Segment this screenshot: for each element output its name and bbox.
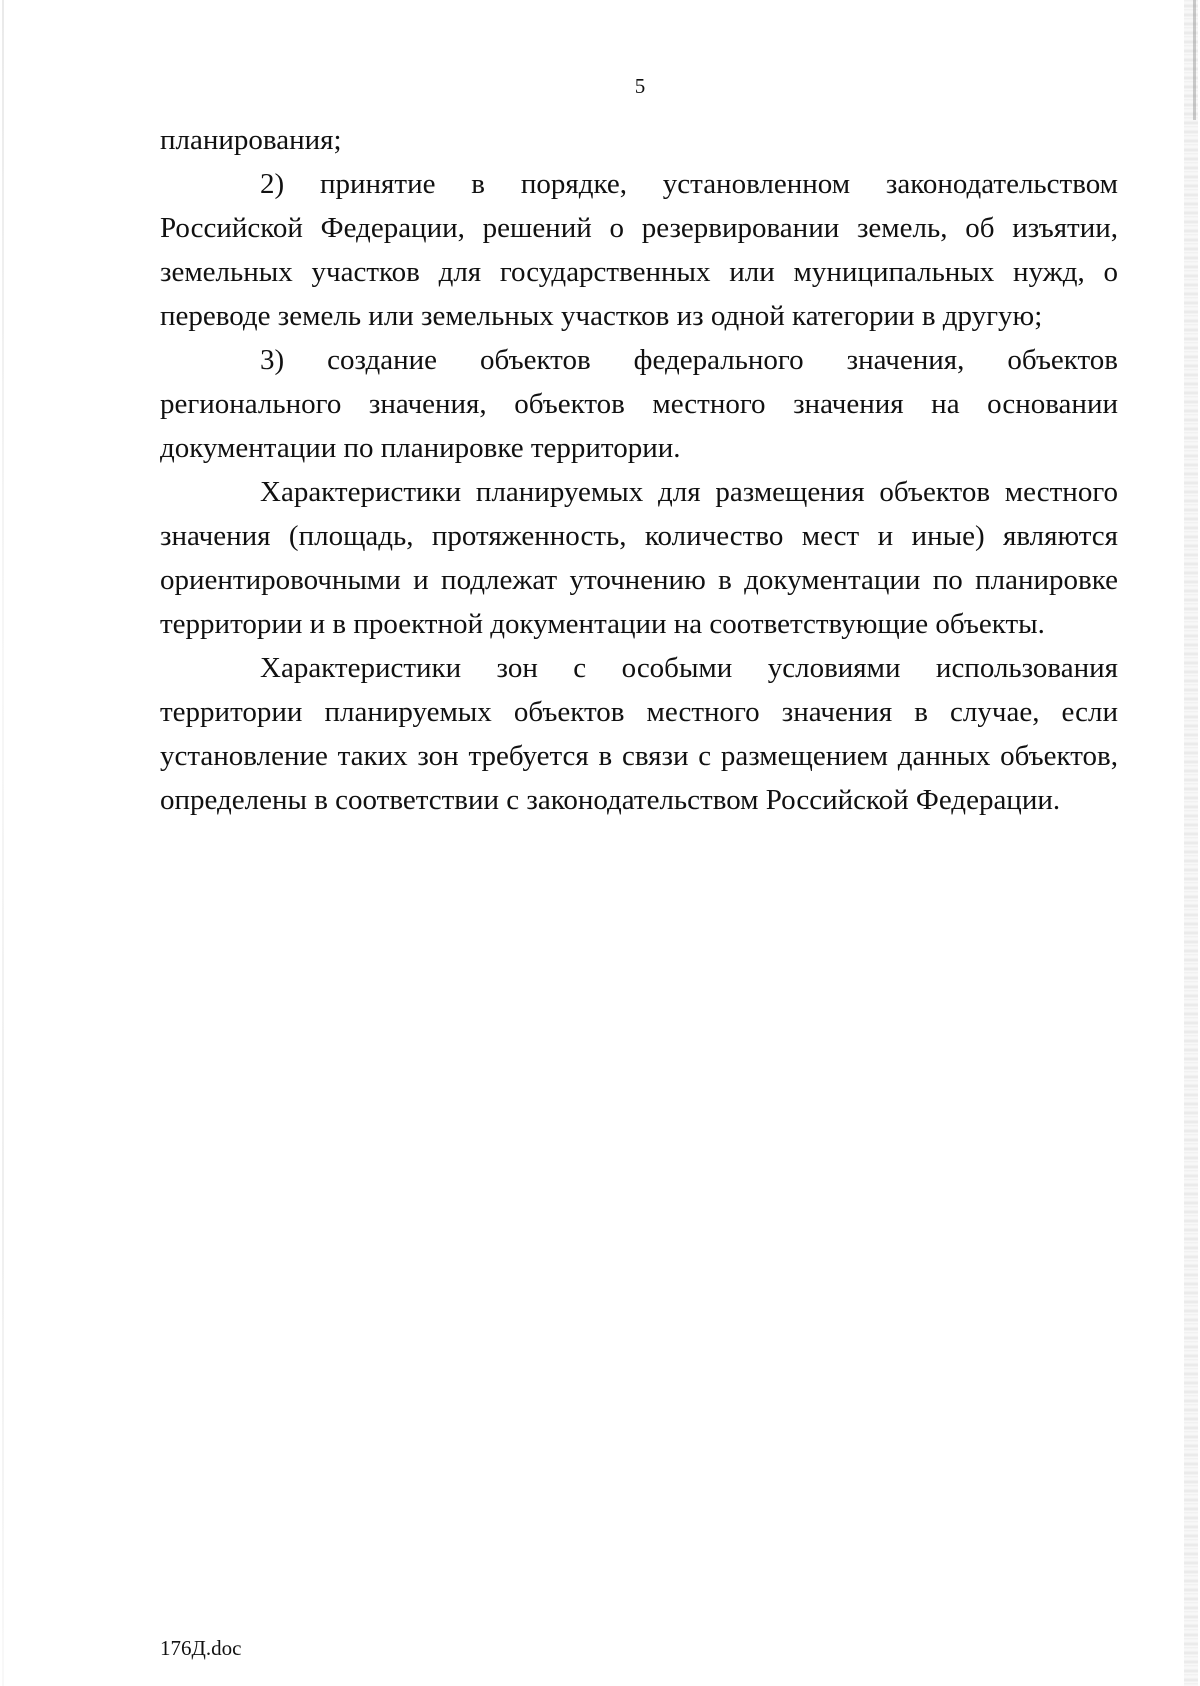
paragraph-continuation: планирования; [160, 124, 342, 156]
paragraph-characteristics-zones: Характеристики зон с особыми условиями использования территории планируемых объектов местного значения в случае, если установление таких зон требуется в связи с размещением данных объектов, определены в соответствии с законодательством Российской Федерации. [160, 652, 1118, 816]
page-number: 5 [634, 74, 646, 98]
list-item-2: 2) принятие в порядке, установленном законодательством Российской Федерации, решений о резервировании земель, об изъятии, земельных участков для государственных или муниципальных нужд, о переводе земель или земельных участков из одной категории в другую; [160, 168, 1118, 332]
list-item-3: 3) создание объектов федерального значения, объектов регионального значения, объектов местного значения на основании документации по планировке территории. [160, 344, 1118, 464]
footer-filename: 176Д.doc [160, 1636, 242, 1660]
scan-edge-right-mark [1193, 0, 1196, 120]
document-body [160, 118, 1118, 822]
paragraph-characteristics-objects: Характеристики планируемых для размещения объектов местного значения (площадь, протяженность, количество мест и иные) являются ориентировочными и подлежат уточнению в документации по планировке территории и в проектной документации на соответствующие объекты. [160, 476, 1118, 640]
scan-edge-left [2, 0, 4, 1686]
scan-edge-right [1184, 0, 1198, 1686]
